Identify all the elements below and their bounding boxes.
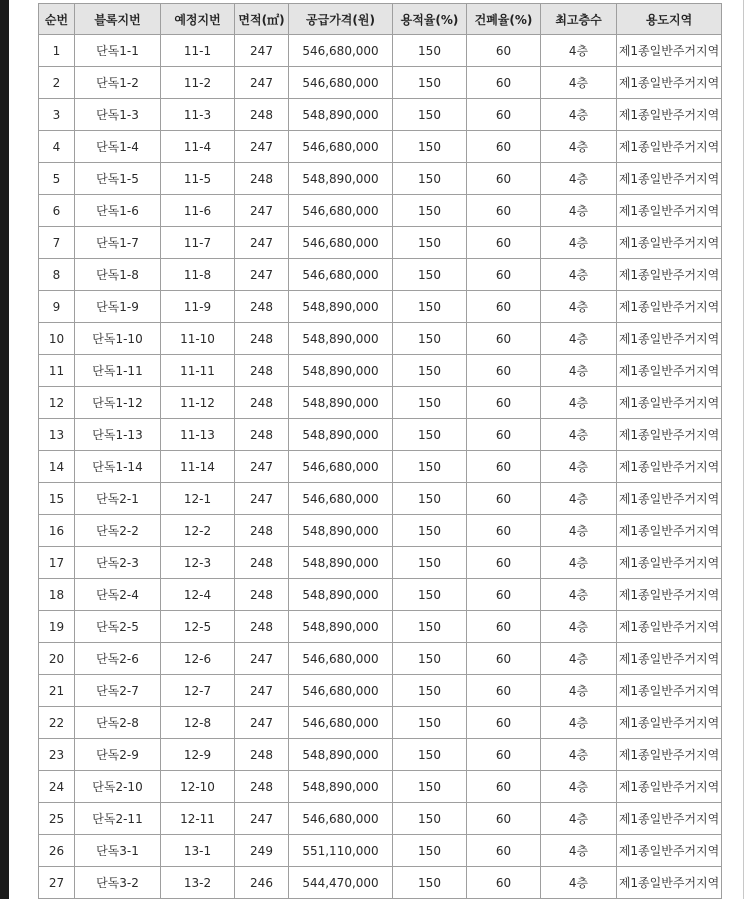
cell-building-coverage: 60 [467,323,541,355]
cell-building-coverage: 60 [467,547,541,579]
cell-area: 248 [235,291,289,323]
cell-seq: 17 [39,547,75,579]
cell-supply-price: 548,890,000 [289,611,393,643]
cell-seq: 4 [39,131,75,163]
table-row [39,195,722,227]
cell-area: 248 [235,355,289,387]
cell-zoning: 제1종일반주거지역 [617,291,722,323]
cell-building-coverage: 60 [467,803,541,835]
cell-block-lot: 단독2-8 [75,707,161,739]
cell-area: 247 [235,195,289,227]
cell-planned-lot: 13-1 [161,835,235,867]
cell-building-coverage: 60 [467,291,541,323]
table-row [39,419,722,451]
cell-max-floors: 4층 [541,323,617,355]
cell-block-lot: 단독2-10 [75,771,161,803]
cell-zoning: 제1종일반주거지역 [617,547,722,579]
cell-building-coverage: 60 [467,131,541,163]
cell-seq: 22 [39,707,75,739]
cell-floor-area-ratio: 150 [393,803,467,835]
cell-floor-area-ratio: 150 [393,515,467,547]
cell-floor-area-ratio: 150 [393,131,467,163]
cell-floor-area-ratio: 150 [393,355,467,387]
cell-floor-area-ratio: 150 [393,35,467,67]
cell-seq: 7 [39,227,75,259]
cell-seq: 11 [39,355,75,387]
cell-supply-price: 546,680,000 [289,707,393,739]
cell-max-floors: 4층 [541,643,617,675]
cell-supply-price: 548,890,000 [289,387,393,419]
cell-max-floors: 4층 [541,227,617,259]
cell-seq: 14 [39,451,75,483]
cell-floor-area-ratio: 150 [393,643,467,675]
cell-supply-price: 548,890,000 [289,355,393,387]
cell-floor-area-ratio: 150 [393,451,467,483]
cell-area: 247 [235,483,289,515]
cell-supply-price: 546,680,000 [289,227,393,259]
cell-seq: 1 [39,35,75,67]
cell-zoning: 제1종일반주거지역 [617,131,722,163]
table-row [39,771,722,803]
cell-planned-lot: 11-10 [161,323,235,355]
header-max-floors: 최고층수 [541,4,617,35]
table-row [39,739,722,771]
cell-seq: 12 [39,387,75,419]
cell-supply-price: 548,890,000 [289,771,393,803]
cell-block-lot: 단독2-2 [75,515,161,547]
cell-block-lot: 단독1-10 [75,323,161,355]
cell-max-floors: 4층 [541,803,617,835]
cell-seq: 24 [39,771,75,803]
cell-max-floors: 4층 [541,611,617,643]
cell-building-coverage: 60 [467,739,541,771]
header-supply-price: 공급가격(원) [289,4,393,35]
cell-zoning: 제1종일반주거지역 [617,611,722,643]
table-header-row [39,4,722,35]
cell-max-floors: 4층 [541,579,617,611]
cell-area: 248 [235,163,289,195]
cell-floor-area-ratio: 150 [393,419,467,451]
cell-block-lot: 단독2-6 [75,643,161,675]
cell-area: 248 [235,547,289,579]
cell-planned-lot: 12-1 [161,483,235,515]
cell-supply-price: 548,890,000 [289,99,393,131]
cell-seq: 2 [39,67,75,99]
cell-floor-area-ratio: 150 [393,675,467,707]
window-left-border [0,0,9,899]
cell-area: 248 [235,99,289,131]
cell-block-lot: 단독1-9 [75,291,161,323]
cell-supply-price: 546,680,000 [289,483,393,515]
cell-area: 247 [235,227,289,259]
cell-max-floors: 4층 [541,35,617,67]
cell-area: 247 [235,131,289,163]
cell-zoning: 제1종일반주거지역 [617,771,722,803]
table-row [39,611,722,643]
cell-block-lot: 단독1-8 [75,259,161,291]
cell-floor-area-ratio: 150 [393,771,467,803]
cell-building-coverage: 60 [467,483,541,515]
cell-area: 248 [235,771,289,803]
cell-seq: 20 [39,643,75,675]
cell-block-lot: 단독1-2 [75,67,161,99]
cell-planned-lot: 11-12 [161,387,235,419]
cell-max-floors: 4층 [541,355,617,387]
table-row [39,675,722,707]
cell-max-floors: 4층 [541,835,617,867]
cell-block-lot: 단독1-14 [75,451,161,483]
cell-building-coverage: 60 [467,675,541,707]
cell-building-coverage: 60 [467,163,541,195]
cell-building-coverage: 60 [467,195,541,227]
cell-floor-area-ratio: 150 [393,323,467,355]
table-row [39,579,722,611]
cell-max-floors: 4층 [541,67,617,99]
cell-max-floors: 4층 [541,771,617,803]
cell-supply-price: 548,890,000 [289,547,393,579]
cell-planned-lot: 11-11 [161,355,235,387]
table-row [39,835,722,867]
table-row [39,451,722,483]
header-block-lot: 블록지번 [75,4,161,35]
cell-block-lot: 단독2-9 [75,739,161,771]
cell-zoning: 제1종일반주거지역 [617,483,722,515]
cell-supply-price: 551,110,000 [289,835,393,867]
cell-seq: 21 [39,675,75,707]
cell-supply-price: 546,680,000 [289,35,393,67]
cell-area: 248 [235,419,289,451]
cell-planned-lot: 12-2 [161,515,235,547]
cell-area: 248 [235,579,289,611]
cell-max-floors: 4층 [541,291,617,323]
header-area: 면적(㎡) [235,4,289,35]
cell-zoning: 제1종일반주거지역 [617,67,722,99]
cell-planned-lot: 12-8 [161,707,235,739]
cell-planned-lot: 11-8 [161,259,235,291]
cell-area: 247 [235,707,289,739]
cell-zoning: 제1종일반주거지역 [617,579,722,611]
cell-area: 247 [235,643,289,675]
cell-zoning: 제1종일반주거지역 [617,867,722,899]
cell-supply-price: 546,680,000 [289,451,393,483]
cell-seq: 19 [39,611,75,643]
cell-planned-lot: 12-10 [161,771,235,803]
cell-seq: 3 [39,99,75,131]
cell-seq: 27 [39,867,75,899]
cell-seq: 8 [39,259,75,291]
table-row [39,483,722,515]
cell-supply-price: 548,890,000 [289,163,393,195]
cell-area: 248 [235,323,289,355]
table-row [39,67,722,99]
cell-block-lot: 단독1-1 [75,35,161,67]
table-row [39,323,722,355]
cell-block-lot: 단독1-11 [75,355,161,387]
cell-floor-area-ratio: 150 [393,867,467,899]
table-row [39,867,722,899]
cell-block-lot: 단독1-6 [75,195,161,227]
cell-zoning: 제1종일반주거지역 [617,803,722,835]
cell-planned-lot: 11-14 [161,451,235,483]
table-row [39,387,722,419]
cell-supply-price: 548,890,000 [289,291,393,323]
table-row [39,227,722,259]
cell-block-lot: 단독1-13 [75,419,161,451]
cell-supply-price: 544,470,000 [289,867,393,899]
cell-supply-price: 546,680,000 [289,643,393,675]
cell-zoning: 제1종일반주거지역 [617,99,722,131]
cell-planned-lot: 11-4 [161,131,235,163]
cell-zoning: 제1종일반주거지역 [617,515,722,547]
cell-zoning: 제1종일반주거지역 [617,35,722,67]
cell-seq: 10 [39,323,75,355]
cell-block-lot: 단독2-1 [75,483,161,515]
cell-block-lot: 단독2-4 [75,579,161,611]
cell-seq: 15 [39,483,75,515]
cell-planned-lot: 12-9 [161,739,235,771]
cell-zoning: 제1종일반주거지역 [617,227,722,259]
cell-zoning: 제1종일반주거지역 [617,739,722,771]
cell-max-floors: 4층 [541,707,617,739]
cell-building-coverage: 60 [467,227,541,259]
cell-area: 248 [235,515,289,547]
cell-seq: 13 [39,419,75,451]
cell-block-lot: 단독2-3 [75,547,161,579]
cell-planned-lot: 12-3 [161,547,235,579]
cell-building-coverage: 60 [467,579,541,611]
cell-building-coverage: 60 [467,643,541,675]
header-floor-area-ratio: 용적율(%) [393,4,467,35]
table-row [39,259,722,291]
cell-area: 248 [235,611,289,643]
cell-building-coverage: 60 [467,387,541,419]
table-row [39,355,722,387]
cell-planned-lot: 12-11 [161,803,235,835]
header-zoning: 용도지역 [617,4,722,35]
cell-zoning: 제1종일반주거지역 [617,835,722,867]
cell-supply-price: 546,680,000 [289,803,393,835]
cell-max-floors: 4층 [541,195,617,227]
cell-building-coverage: 60 [467,771,541,803]
cell-area: 249 [235,835,289,867]
cell-planned-lot: 12-7 [161,675,235,707]
table-row [39,547,722,579]
table-row [39,131,722,163]
cell-floor-area-ratio: 150 [393,67,467,99]
cell-seq: 5 [39,163,75,195]
table-row [39,643,722,675]
cell-block-lot: 단독1-12 [75,387,161,419]
cell-max-floors: 4층 [541,483,617,515]
cell-zoning: 제1종일반주거지역 [617,259,722,291]
cell-building-coverage: 60 [467,35,541,67]
cell-block-lot: 단독2-5 [75,611,161,643]
cell-seq: 23 [39,739,75,771]
cell-zoning: 제1종일반주거지역 [617,451,722,483]
cell-floor-area-ratio: 150 [393,163,467,195]
cell-area: 247 [235,35,289,67]
cell-building-coverage: 60 [467,99,541,131]
cell-floor-area-ratio: 150 [393,579,467,611]
table-body [39,35,722,899]
cell-floor-area-ratio: 150 [393,387,467,419]
cell-planned-lot: 13-2 [161,867,235,899]
cell-floor-area-ratio: 150 [393,835,467,867]
cell-planned-lot: 11-3 [161,99,235,131]
cell-max-floors: 4층 [541,515,617,547]
cell-area: 247 [235,451,289,483]
cell-floor-area-ratio: 150 [393,483,467,515]
cell-planned-lot: 12-6 [161,643,235,675]
cell-zoning: 제1종일반주거지역 [617,195,722,227]
cell-seq: 6 [39,195,75,227]
cell-max-floors: 4층 [541,675,617,707]
cell-block-lot: 단독3-1 [75,835,161,867]
cell-planned-lot: 11-9 [161,291,235,323]
cell-max-floors: 4층 [541,547,617,579]
table-row [39,515,722,547]
cell-zoning: 제1종일반주거지역 [617,387,722,419]
cell-block-lot: 단독1-4 [75,131,161,163]
cell-planned-lot: 11-1 [161,35,235,67]
cell-zoning: 제1종일반주거지역 [617,323,722,355]
cell-building-coverage: 60 [467,419,541,451]
cell-supply-price: 546,680,000 [289,675,393,707]
cell-planned-lot: 11-5 [161,163,235,195]
cell-building-coverage: 60 [467,451,541,483]
cell-area: 247 [235,259,289,291]
cell-supply-price: 546,680,000 [289,195,393,227]
cell-block-lot: 단독2-7 [75,675,161,707]
cell-planned-lot: 11-2 [161,67,235,99]
table-row [39,163,722,195]
cell-floor-area-ratio: 150 [393,227,467,259]
cell-seq: 16 [39,515,75,547]
cell-planned-lot: 11-6 [161,195,235,227]
cell-planned-lot: 11-7 [161,227,235,259]
cell-seq: 18 [39,579,75,611]
cell-planned-lot: 11-13 [161,419,235,451]
cell-floor-area-ratio: 150 [393,547,467,579]
cell-zoning: 제1종일반주거지역 [617,163,722,195]
cell-floor-area-ratio: 150 [393,195,467,227]
table-row [39,291,722,323]
cell-max-floors: 4층 [541,131,617,163]
cell-supply-price: 546,680,000 [289,67,393,99]
cell-area: 246 [235,867,289,899]
cell-floor-area-ratio: 150 [393,739,467,771]
cell-planned-lot: 12-4 [161,579,235,611]
cell-supply-price: 548,890,000 [289,579,393,611]
cell-max-floors: 4층 [541,867,617,899]
cell-supply-price: 548,890,000 [289,419,393,451]
cell-floor-area-ratio: 150 [393,259,467,291]
cell-block-lot: 단독3-2 [75,867,161,899]
cell-area: 248 [235,739,289,771]
cell-max-floors: 4층 [541,99,617,131]
cell-area: 247 [235,67,289,99]
cell-max-floors: 4층 [541,451,617,483]
cell-supply-price: 546,680,000 [289,131,393,163]
cell-area: 247 [235,675,289,707]
cell-max-floors: 4층 [541,163,617,195]
cell-building-coverage: 60 [467,67,541,99]
cell-seq: 26 [39,835,75,867]
cell-zoning: 제1종일반주거지역 [617,675,722,707]
cell-planned-lot: 12-5 [161,611,235,643]
header-seq: 순번 [39,4,75,35]
cell-floor-area-ratio: 150 [393,291,467,323]
table-row [39,99,722,131]
cell-seq: 25 [39,803,75,835]
land-supply-table [38,3,722,899]
cell-supply-price: 548,890,000 [289,739,393,771]
cell-building-coverage: 60 [467,515,541,547]
header-planned-lot: 예정지번 [161,4,235,35]
cell-floor-area-ratio: 150 [393,611,467,643]
page-right-edge [743,0,744,899]
header-building-coverage: 건폐율(%) [467,4,541,35]
table-row [39,803,722,835]
cell-area: 247 [235,803,289,835]
cell-block-lot: 단독1-5 [75,163,161,195]
cell-block-lot: 단독2-11 [75,803,161,835]
table-row [39,707,722,739]
cell-block-lot: 단독1-3 [75,99,161,131]
cell-supply-price: 548,890,000 [289,515,393,547]
cell-max-floors: 4층 [541,419,617,451]
cell-building-coverage: 60 [467,867,541,899]
cell-area: 248 [235,387,289,419]
cell-seq: 9 [39,291,75,323]
cell-building-coverage: 60 [467,611,541,643]
cell-zoning: 제1종일반주거지역 [617,355,722,387]
cell-building-coverage: 60 [467,259,541,291]
cell-building-coverage: 60 [467,835,541,867]
table-row [39,35,722,67]
cell-floor-area-ratio: 150 [393,99,467,131]
cell-floor-area-ratio: 150 [393,707,467,739]
cell-max-floors: 4층 [541,259,617,291]
cell-building-coverage: 60 [467,355,541,387]
cell-zoning: 제1종일반주거지역 [617,419,722,451]
cell-supply-price: 546,680,000 [289,259,393,291]
cell-zoning: 제1종일반주거지역 [617,643,722,675]
cell-supply-price: 548,890,000 [289,323,393,355]
cell-max-floors: 4층 [541,739,617,771]
cell-zoning: 제1종일반주거지역 [617,707,722,739]
cell-building-coverage: 60 [467,707,541,739]
cell-block-lot: 단독1-7 [75,227,161,259]
cell-max-floors: 4층 [541,387,617,419]
